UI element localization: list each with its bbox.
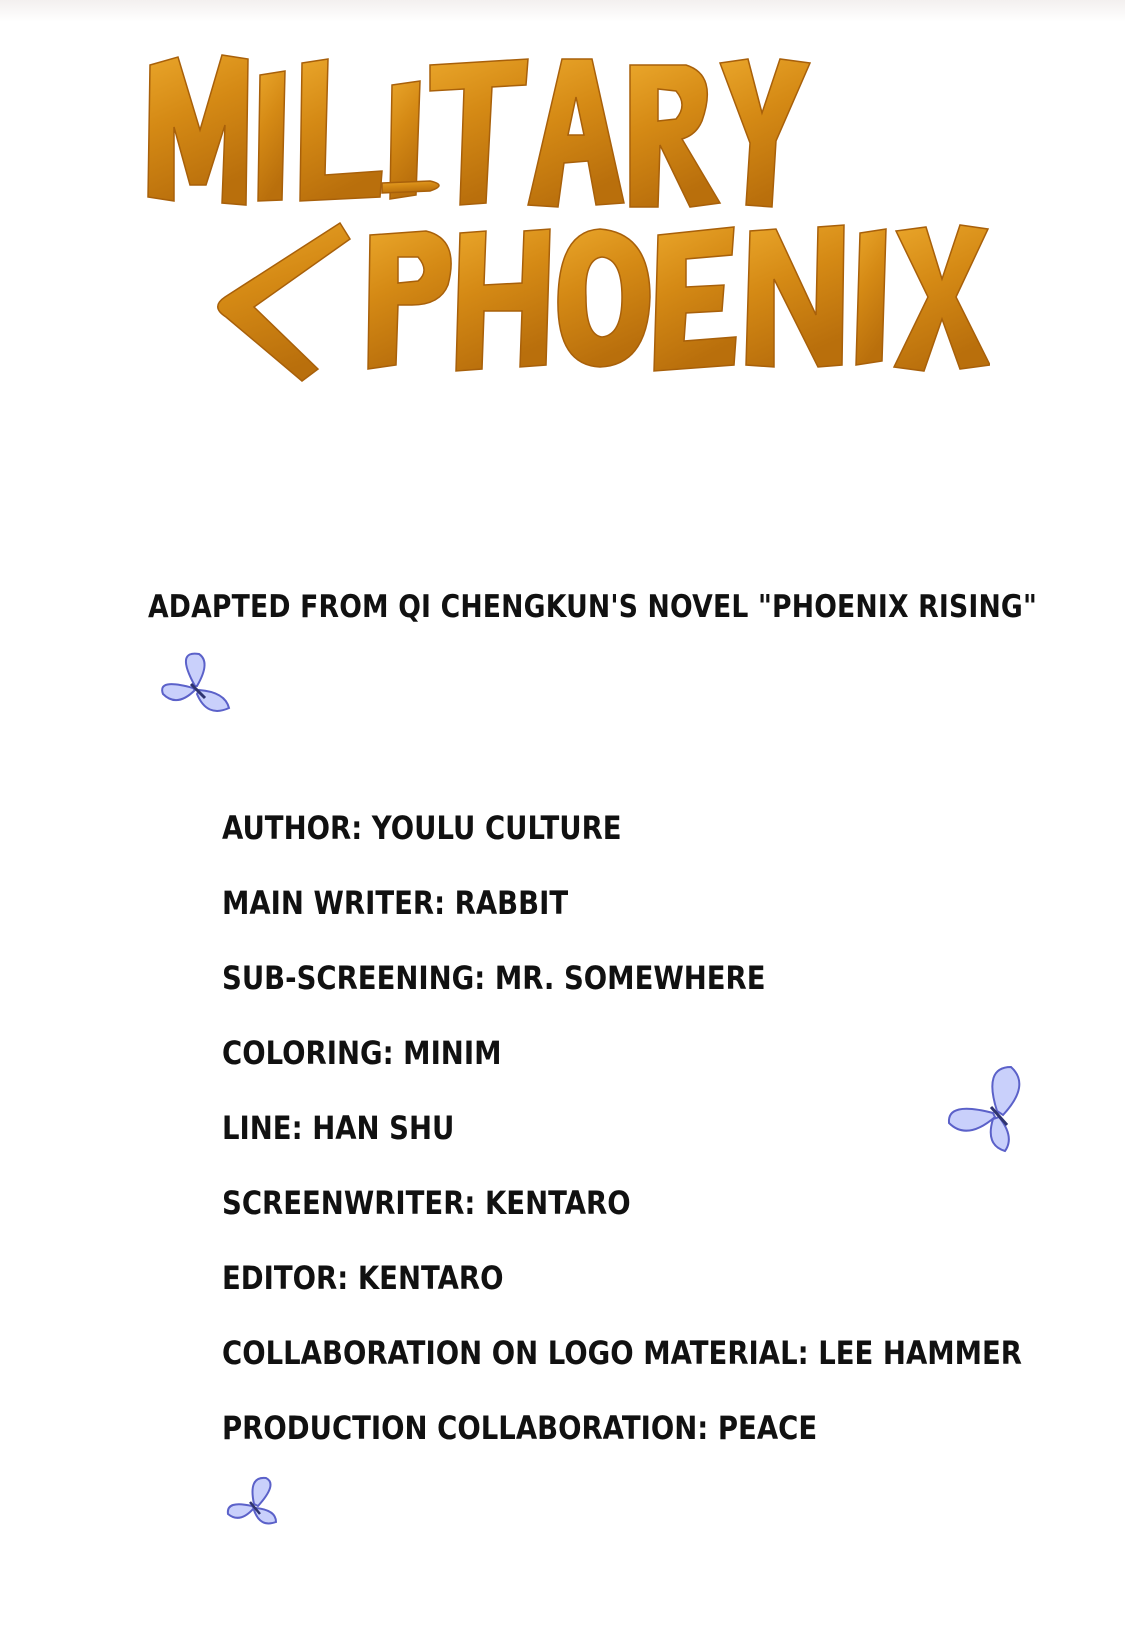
credit-text: AUTHOR: YOULU CULTURE <box>222 809 622 847</box>
credit-author <box>222 809 1125 887</box>
butterfly-icon <box>222 1474 286 1532</box>
credit-text: SUB-SCREENING: MR. SOMEWHERE <box>222 959 766 997</box>
credit-editor <box>222 1259 1125 1337</box>
credit-main-writer <box>222 884 1125 962</box>
butterfly-icon <box>155 648 237 720</box>
credit-text: COLORING: MINIM <box>222 1034 502 1072</box>
adapted-from-line: ADAPTED FROM QI CHENGKUN'S NOVEL "PHOENIX RISING" <box>148 589 1038 625</box>
title-logo <box>130 35 990 395</box>
credit-text: SCREENWRITER: KENTARO <box>222 1184 631 1222</box>
credit-text: PRODUCTION COLLABORATION: PEACE <box>222 1409 818 1447</box>
credit-logo-material <box>222 1334 1125 1412</box>
credit-text: COLLABORATION ON LOGO MATERIAL: LEE HAMMER <box>222 1334 1023 1372</box>
credit-production <box>222 1409 1125 1487</box>
butterfly-icon <box>945 1063 1043 1155</box>
credit-text: MAIN WRITER: RABBIT <box>222 884 569 922</box>
credit-screenwriter <box>222 1184 1125 1262</box>
credit-text: LINE: HAN SHU <box>222 1109 455 1147</box>
credit-text: EDITOR: KENTARO <box>222 1259 504 1297</box>
credit-sub-screening <box>222 959 1125 1037</box>
